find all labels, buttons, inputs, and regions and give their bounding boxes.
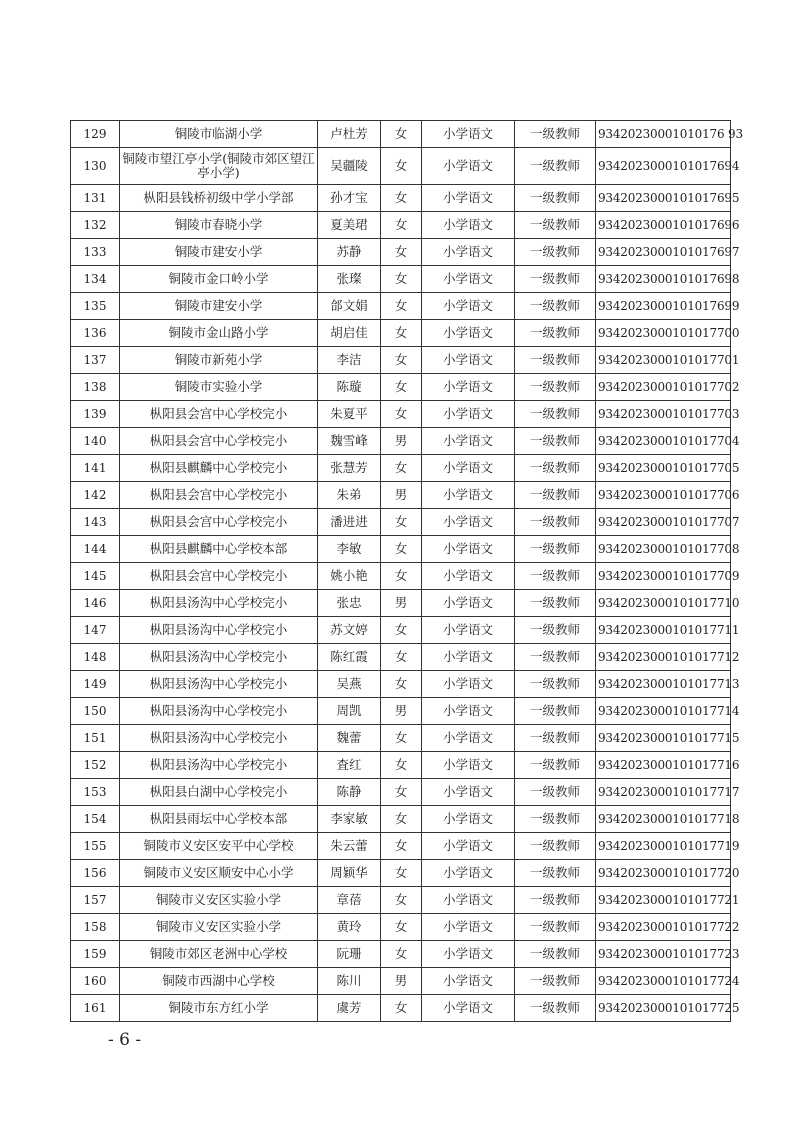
professional-title-cell: 一级教师: [515, 320, 596, 347]
row-number-cell: 131: [71, 185, 120, 212]
school-name-cell: 枞阳县汤沟中心学校完小: [120, 752, 318, 779]
professional-title-cell: 一级教师: [515, 536, 596, 563]
table-row: [71, 482, 731, 509]
row-number-cell: 156: [71, 860, 120, 887]
teacher-name-cell: 朱夏平: [318, 401, 381, 428]
gender-cell: 女: [381, 860, 422, 887]
teacher-name-cell: 黄玲: [318, 914, 381, 941]
table-body: [71, 121, 743, 1022]
professional-title-cell: 一级教师: [515, 482, 596, 509]
professional-title-cell: 一级教师: [515, 995, 596, 1022]
school-name-cell: 枞阳县汤沟中心学校完小: [120, 644, 318, 671]
professional-title-cell: 一级教师: [515, 806, 596, 833]
professional-title-cell: 一级教师: [515, 968, 596, 995]
gender-cell: 女: [381, 455, 422, 482]
certificate-number-cell: 9342023000101017723: [596, 941, 731, 968]
certificate-number-cell: 9342023000101017724: [596, 968, 731, 995]
gender-cell: 女: [381, 779, 422, 806]
row-number-cell: 130: [71, 148, 120, 185]
certificate-number-cell: 9342023000101017702: [596, 374, 731, 401]
table-row: [71, 401, 731, 428]
professional-title-cell: 一级教师: [515, 617, 596, 644]
teacher-name-cell: 李家敏: [318, 806, 381, 833]
row-number-cell: 136: [71, 320, 120, 347]
row-number-cell: 143: [71, 509, 120, 536]
school-name-cell: 枞阳县会宫中心学校完小: [120, 482, 318, 509]
table-row: [71, 293, 731, 320]
subject-cell: 小学语文: [422, 374, 515, 401]
school-name-cell: 枞阳县汤沟中心学校完小: [120, 617, 318, 644]
table-row: [71, 914, 731, 941]
subject-cell: 小学语文: [422, 644, 515, 671]
table-row: [71, 941, 731, 968]
teacher-name-cell: 胡启佳: [318, 320, 381, 347]
table-row: [71, 212, 731, 239]
teacher-name-cell: 陈红霞: [318, 644, 381, 671]
professional-title-cell: 一级教师: [515, 212, 596, 239]
teacher-name-cell: 潘进进: [318, 509, 381, 536]
subject-cell: 小学语文: [422, 725, 515, 752]
table-row: [71, 644, 731, 671]
subject-cell: 小学语文: [422, 148, 515, 185]
certificate-number-cell: 9342023000101017713: [596, 671, 731, 698]
school-name-cell: 铜陵市郊区老洲中心学校: [120, 941, 318, 968]
teacher-name-cell: 周凯: [318, 698, 381, 725]
gender-cell: 女: [381, 644, 422, 671]
row-number-cell: 161: [71, 995, 120, 1022]
school-name-cell: 枞阳县雨坛中心学校本部: [120, 806, 318, 833]
teacher-name-cell: 苏静: [318, 239, 381, 266]
subject-cell: 小学语文: [422, 482, 515, 509]
table-row: [71, 266, 731, 293]
gender-cell: 女: [381, 752, 422, 779]
teacher-name-cell: 陈璇: [318, 374, 381, 401]
subject-cell: 小学语文: [422, 293, 515, 320]
professional-title-cell: 一级教师: [515, 887, 596, 914]
subject-cell: 小学语文: [422, 860, 515, 887]
teacher-name-cell: 张慧芳: [318, 455, 381, 482]
certificate-number-cell: 9342023000101017725: [596, 995, 731, 1022]
professional-title-cell: 一级教师: [515, 121, 596, 148]
certificate-number-cell: 9342023000101017706: [596, 482, 731, 509]
school-name-cell: 铜陵市义安区顺安中心小学: [120, 860, 318, 887]
teacher-name-cell: 虞芳: [318, 995, 381, 1022]
professional-title-cell: 一级教师: [515, 455, 596, 482]
table-row: [71, 320, 731, 347]
certificate-number-cell: 9342023000101017722: [596, 914, 731, 941]
school-name-cell: 铜陵市新苑小学: [120, 347, 318, 374]
gender-cell: 女: [381, 806, 422, 833]
subject-cell: 小学语文: [422, 833, 515, 860]
table-row: [71, 833, 731, 860]
gender-cell: 女: [381, 536, 422, 563]
gender-cell: 女: [381, 212, 422, 239]
certificate-number-cell: 9342023000101017721: [596, 887, 731, 914]
table-row: [71, 590, 731, 617]
table-row: [71, 617, 731, 644]
certificate-number-cell: 9342023000101017718: [596, 806, 731, 833]
teacher-name-cell: 郃文娟: [318, 293, 381, 320]
school-name-cell: 铜陵市临湖小学: [120, 121, 318, 148]
subject-cell: 小学语文: [422, 941, 515, 968]
certificate-number-cell: 9342023000101017711: [596, 617, 731, 644]
teacher-name-cell: 卢杜芳: [318, 121, 381, 148]
gender-cell: 女: [381, 509, 422, 536]
teacher-name-cell: 夏美珺: [318, 212, 381, 239]
subject-cell: 小学语文: [422, 590, 515, 617]
school-name-cell: 铜陵市实验小学: [120, 374, 318, 401]
certificate-number-cell: 9342023000101017712: [596, 644, 731, 671]
school-name-cell: 铜陵市东方红小学: [120, 995, 318, 1022]
row-number-cell: 153: [71, 779, 120, 806]
school-name-cell: 枞阳县会宫中心学校完小: [120, 428, 318, 455]
certificate-number-cell: 9342023000101017709: [596, 563, 731, 590]
professional-title-cell: 一级教师: [515, 644, 596, 671]
teacher-name-cell: 周颖华: [318, 860, 381, 887]
professional-title-cell: 一级教师: [515, 563, 596, 590]
school-name-cell: 铜陵市金口岭小学: [120, 266, 318, 293]
subject-cell: 小学语文: [422, 536, 515, 563]
certificate-number-cell: 9342023000101017720: [596, 860, 731, 887]
certificate-number-cell: 9342023000101017695: [596, 185, 731, 212]
certificate-number-cell: 9342023000101017696: [596, 212, 731, 239]
teacher-name-cell: 朱云蕾: [318, 833, 381, 860]
subject-cell: 小学语文: [422, 455, 515, 482]
gender-cell: 女: [381, 725, 422, 752]
subject-cell: 小学语文: [422, 121, 515, 148]
teacher-name-cell: 吴疆陵: [318, 148, 381, 185]
school-name-cell: 枞阳县会宫中心学校完小: [120, 401, 318, 428]
row-number-cell: 133: [71, 239, 120, 266]
professional-title-cell: 一级教师: [515, 266, 596, 293]
gender-cell: 女: [381, 887, 422, 914]
certificate-number-cell: 9342023000101017705: [596, 455, 731, 482]
subject-cell: 小学语文: [422, 968, 515, 995]
teacher-name-cell: 张璨: [318, 266, 381, 293]
teacher-name-cell: 苏文婷: [318, 617, 381, 644]
certificate-number-cell: 9342023000101017703: [596, 401, 731, 428]
row-number-cell: 150: [71, 698, 120, 725]
gender-cell: 男: [381, 482, 422, 509]
gender-cell: 女: [381, 347, 422, 374]
table-row: [71, 185, 731, 212]
school-name-cell: 铜陵市春晓小学: [120, 212, 318, 239]
row-number-cell: 129: [71, 121, 120, 148]
teacher-name-cell: 朱弟: [318, 482, 381, 509]
gender-cell: 男: [381, 698, 422, 725]
gender-cell: 女: [381, 401, 422, 428]
row-number-cell: 137: [71, 347, 120, 374]
subject-cell: 小学语文: [422, 428, 515, 455]
subject-cell: 小学语文: [422, 563, 515, 590]
teacher-name-cell: 査红: [318, 752, 381, 779]
row-number-cell: 138: [71, 374, 120, 401]
professional-title-cell: 一级教师: [515, 293, 596, 320]
school-name-cell: 铜陵市义安区实验小学: [120, 887, 318, 914]
subject-cell: 小学语文: [422, 779, 515, 806]
table-row: [71, 563, 731, 590]
table-row: [71, 806, 731, 833]
school-name-cell: 枞阳县麒麟中心学校完小: [120, 455, 318, 482]
subject-cell: 小学语文: [422, 806, 515, 833]
certificate-number-cell: 9342023000101017707: [596, 509, 731, 536]
gender-cell: 女: [381, 995, 422, 1022]
professional-title-cell: 一级教师: [515, 185, 596, 212]
gender-cell: 女: [381, 185, 422, 212]
teacher-name-cell: 章蓓: [318, 887, 381, 914]
professional-title-cell: 一级教师: [515, 347, 596, 374]
subject-cell: 小学语文: [422, 401, 515, 428]
table-row: [71, 509, 731, 536]
table-row: [71, 536, 731, 563]
professional-title-cell: 一级教师: [515, 779, 596, 806]
gender-cell: 女: [381, 617, 422, 644]
subject-cell: 小学语文: [422, 347, 515, 374]
professional-title-cell: 一级教师: [515, 698, 596, 725]
table-row: [71, 995, 731, 1022]
gender-cell: 男: [381, 590, 422, 617]
gender-cell: 女: [381, 833, 422, 860]
row-number-cell: 152: [71, 752, 120, 779]
certificate-number-cell: 9342023000101017699: [596, 293, 731, 320]
professional-title-cell: 一级教师: [515, 914, 596, 941]
school-name-cell: 枞阳县汤沟中心学校完小: [120, 698, 318, 725]
professional-title-cell: 一级教师: [515, 671, 596, 698]
school-name-cell: 枞阳县汤沟中心学校完小: [120, 590, 318, 617]
row-number-cell: 155: [71, 833, 120, 860]
certificate-number-cell: 9342023000101017700: [596, 320, 731, 347]
professional-title-cell: 一级教师: [515, 752, 596, 779]
row-number-cell: 148: [71, 644, 120, 671]
certificate-number-cell: 93420230001010176 93: [596, 121, 731, 148]
professional-title-cell: 一级教师: [515, 833, 596, 860]
subject-cell: 小学语文: [422, 509, 515, 536]
subject-cell: 小学语文: [422, 698, 515, 725]
teacher-name-cell: 姚小艳: [318, 563, 381, 590]
certificate-number-cell: 9342023000101017714: [596, 698, 731, 725]
row-number-cell: 157: [71, 887, 120, 914]
row-number-cell: 139: [71, 401, 120, 428]
teacher-name-cell: 魏雪峰: [318, 428, 381, 455]
subject-cell: 小学语文: [422, 914, 515, 941]
teacher-name-cell: 阮珊: [318, 941, 381, 968]
teacher-name-cell: 吴燕: [318, 671, 381, 698]
subject-cell: 小学语文: [422, 995, 515, 1022]
school-name-cell: 铜陵市义安区安平中心学校: [120, 833, 318, 860]
gender-cell: 女: [381, 266, 422, 293]
subject-cell: 小学语文: [422, 887, 515, 914]
row-number-cell: 134: [71, 266, 120, 293]
gender-cell: 女: [381, 563, 422, 590]
certificate-number-cell: 9342023000101017694: [596, 148, 731, 185]
subject-cell: 小学语文: [422, 185, 515, 212]
gender-cell: 女: [381, 148, 422, 185]
gender-cell: 女: [381, 671, 422, 698]
subject-cell: 小学语文: [422, 617, 515, 644]
school-name-cell: 枞阳县会宫中心学校完小: [120, 509, 318, 536]
school-name-cell: 铜陵市建安小学: [120, 239, 318, 266]
subject-cell: 小学语文: [422, 266, 515, 293]
gender-cell: 女: [381, 320, 422, 347]
row-number-cell: 141: [71, 455, 120, 482]
gender-cell: 男: [381, 968, 422, 995]
teacher-name-cell: 张忠: [318, 590, 381, 617]
professional-title-cell: 一级教师: [515, 941, 596, 968]
table-row: [71, 698, 731, 725]
professional-title-cell: 一级教师: [515, 401, 596, 428]
row-number-cell: 160: [71, 968, 120, 995]
row-number-cell: 135: [71, 293, 120, 320]
school-name-cell: 枞阳县汤沟中心学校完小: [120, 725, 318, 752]
table-row: [71, 455, 731, 482]
table-row: [71, 239, 731, 266]
row-number-cell: 147: [71, 617, 120, 644]
table-row: [71, 968, 731, 995]
school-name-cell: 铜陵市金山路小学: [120, 320, 318, 347]
table-row: [71, 671, 731, 698]
certificate-number-cell: 9342023000101017697: [596, 239, 731, 266]
gender-cell: 女: [381, 941, 422, 968]
table-row: [71, 428, 731, 455]
teacher-name-cell: 李敏: [318, 536, 381, 563]
certificate-number-cell: 9342023000101017715: [596, 725, 731, 752]
row-number-cell: 145: [71, 563, 120, 590]
row-number-cell: 149: [71, 671, 120, 698]
table-row: [71, 121, 731, 148]
row-number-cell: 151: [71, 725, 120, 752]
subject-cell: 小学语文: [422, 320, 515, 347]
certificate-number-cell: 9342023000101017704: [596, 428, 731, 455]
gender-cell: 男: [381, 428, 422, 455]
row-number-cell: 154: [71, 806, 120, 833]
table-row: [71, 887, 731, 914]
gender-cell: 女: [381, 293, 422, 320]
teacher-name-cell: 陈静: [318, 779, 381, 806]
certificate-number-cell: 9342023000101017698: [596, 266, 731, 293]
teacher-name-cell: 孙才宝: [318, 185, 381, 212]
table-row: [71, 725, 731, 752]
professional-title-cell: 一级教师: [515, 239, 596, 266]
subject-cell: 小学语文: [422, 212, 515, 239]
gender-cell: 女: [381, 374, 422, 401]
row-number-cell: 159: [71, 941, 120, 968]
subject-cell: 小学语文: [422, 671, 515, 698]
row-number-cell: 142: [71, 482, 120, 509]
teacher-name-cell: 李洁: [318, 347, 381, 374]
professional-title-cell: 一级教师: [515, 509, 596, 536]
row-number-cell: 132: [71, 212, 120, 239]
professional-title-cell: 一级教师: [515, 148, 596, 185]
teacher-list-table: [70, 120, 743, 1022]
professional-title-cell: 一级教师: [515, 428, 596, 455]
school-name-cell: 枞阳县汤沟中心学校完小: [120, 671, 318, 698]
school-name-cell: 枞阳县白湖中心学校完小: [120, 779, 318, 806]
table-row: [71, 860, 731, 887]
gender-cell: 女: [381, 914, 422, 941]
subject-cell: 小学语文: [422, 239, 515, 266]
certificate-number-cell: 9342023000101017708: [596, 536, 731, 563]
professional-title-cell: 一级教师: [515, 725, 596, 752]
table-row: [71, 374, 731, 401]
professional-title-cell: 一级教师: [515, 860, 596, 887]
table-row: [71, 779, 731, 806]
certificate-number-cell: 9342023000101017710: [596, 590, 731, 617]
certificate-number-cell: 9342023000101017716: [596, 752, 731, 779]
gender-cell: 女: [381, 121, 422, 148]
teacher-name-cell: 陈川: [318, 968, 381, 995]
school-name-cell: 铜陵市西湖中心学校: [120, 968, 318, 995]
professional-title-cell: 一级教师: [515, 374, 596, 401]
page-number: - 6 -: [108, 1030, 142, 1050]
row-number-cell: 144: [71, 536, 120, 563]
school-name-cell: 铜陵市建安小学: [120, 293, 318, 320]
certificate-number-cell: 9342023000101017719: [596, 833, 731, 860]
gender-cell: 女: [381, 239, 422, 266]
school-name-cell: 枞阳县钱桥初级中学小学部: [120, 185, 318, 212]
school-name-cell: 铜陵市义安区实验小学: [120, 914, 318, 941]
subject-cell: 小学语文: [422, 752, 515, 779]
certificate-number-cell: 9342023000101017717: [596, 779, 731, 806]
table-row: [71, 148, 731, 185]
school-name-cell: 枞阳县会宫中心学校完小: [120, 563, 318, 590]
teacher-name-cell: 魏蕾: [318, 725, 381, 752]
row-number-cell: 158: [71, 914, 120, 941]
school-name-cell: 铜陵市望江亭小学(铜陵市郊区望江亭小学): [120, 148, 318, 185]
professional-title-cell: 一级教师: [515, 590, 596, 617]
table-row: [71, 752, 731, 779]
row-number-cell: 140: [71, 428, 120, 455]
row-number-cell: 146: [71, 590, 120, 617]
school-name-cell: 枞阳县麒麟中心学校本部: [120, 536, 318, 563]
table-row: [71, 347, 731, 374]
certificate-number-cell: 9342023000101017701: [596, 347, 731, 374]
